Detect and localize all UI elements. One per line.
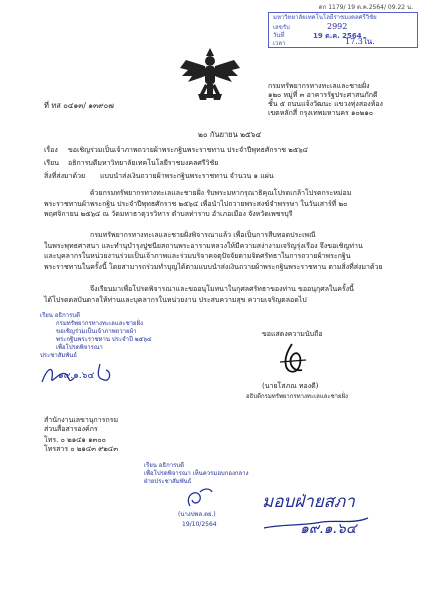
office-name: สำนักงานเลขานุการกรม (44, 416, 119, 424)
telephone: โทร. ๐ ๒๑๔๑ ๑๓๐๐ (44, 436, 106, 444)
bottom-note-line: เรียน อธิการบดี (144, 462, 184, 469)
header-reference: ดก 1179/ 19 ต.ค.2564/ 09.22 น. (318, 4, 413, 11)
paragraph-line: พระราชทานในครั้งนี้ โดยสามารถร่วมทำบุญได้ตามแบบนำส่งเงินถวายผ้าพระกฐินพระราชทาน ตามสิ่งที่ส่งมาด้วย (44, 262, 383, 271)
bottom-note-line: ฝ่ายประชาสัมพันธ์ (144, 478, 192, 485)
subject-text: ขอเชิญร่วมเป็นเจ้าภาพถวายผ้าพระกฐินพระราชทาน ประจำปีพุทธศักราช ๒๕๖๔ (68, 146, 308, 154)
signer-title: อธิบดีกรมทรัพยากรทางทะเลและชายฝั่ง (246, 393, 348, 400)
approval-text: มอบฝ่ายสภา (262, 492, 355, 512)
margin-note-line: เรียน อธิการบดี (40, 312, 80, 319)
stamp-title: มหาวิทยาลัยเทคโนโลยีราชมงคลศรีวิชัย (273, 14, 377, 21)
paragraph-line: พระราชทานผ้าพระกฐิน ประจำปีพุทธศักราช ๒๕๖๔ เพื่อนำไปถวายพระสงฆ์จำพรรษา ในวันเสาร์ที่ ๒๐ (44, 199, 348, 208)
bottom-note-signer: (นางปพล.ตย.) (178, 511, 216, 518)
recipient-text: อธิการบดีมหาวิทยาลัยเทคโนโลยีราชมงคลศรีวิชัย (68, 159, 219, 167)
bottom-note-line: เพื่อโปรดพิจารณา เห็นควรมอบกองกลาง (144, 470, 249, 477)
division-name: ส่วนสื่อสารองค์กร (44, 425, 98, 433)
recipient-label: เรียน (44, 159, 60, 167)
subject-label: เรื่อง (44, 146, 58, 154)
stamp-date: 19 ต.ค. 2564 (313, 32, 362, 40)
margin-note-date: ๑๙.๑.๖๔ (58, 371, 95, 381)
bottom-note-signature (176, 486, 216, 508)
stamp-number: 2992 (327, 22, 348, 31)
fax: โทรสาร ๐ ๒๑๔๓ ๙๒๔๓ (44, 445, 119, 453)
margin-note-line: กรมทรัพยากรทางทะเลและชายฝั่ง (56, 320, 144, 327)
margin-note-line: พระกฐินพระราชทาน ประจำปี ๒๕๖๔ (56, 336, 152, 343)
signer-name: (นายโสภณ ทองดี) (262, 382, 319, 390)
stamp-time-label: เวลา (273, 40, 286, 47)
stamp-time: 17.3ใน. (345, 37, 375, 46)
director-signature (262, 342, 322, 378)
paragraph-line: จึงเรียนมาเพื่อโปรดพิจารณาและขออนุโมทนาในกุศลศรัทธาของท่าน ขออนุกุศลในครั้งนี้ (90, 285, 354, 293)
sender-address (268, 82, 383, 118)
approval-date: ๑๙.๑.๖๔ (300, 521, 357, 537)
closing-text: ขอแสดงความนับถือ (262, 330, 323, 338)
document-date: ๒๐ กันยายน ๒๕๖๔ (198, 130, 262, 139)
attachment-label: สิ่งที่ส่งมาด้วย (44, 172, 86, 180)
margin-note-line: ขอเชิญร่วมเป็นเจ้าภาพถวายผ้า (56, 328, 137, 335)
margin-note-line: เพื่อโปรดพิจารณา (56, 344, 103, 351)
bottom-note-date: 19/10/2564 (182, 521, 217, 528)
paragraph-1 (44, 188, 384, 220)
office-block (44, 416, 118, 454)
address-line: เขตหลักสี่ กรุงเทพมหานคร ๑๐๒๑๐ (268, 109, 374, 117)
address-line: ชั้น ๕ ถนนแจ้งวัฒนะ แขวงทุ่งสองห้อง (268, 100, 383, 108)
document-number: ที่ ทส ๐๔๑๓/ ๑๓๙๐๗ (44, 101, 114, 110)
address-line: กรมทรัพยากรทางทะเลและชายฝั่ง (268, 82, 370, 90)
received-stamp (268, 12, 418, 48)
bottom-note (144, 462, 249, 486)
paragraph-line: พฤศจิกายน ๒๕๖๔ ณ วัดมหาธาตุวรวิหาร ตำบลท่าราบ อำเภอเมือง จังหวัดเพชรบุรี (44, 210, 293, 218)
paragraph-3 (44, 284, 384, 305)
stamp-number-label: เลขรับ (273, 24, 290, 31)
paragraph-line: ในพระพุทธศาสนา และทำนุบำรุงปูชนียสถานพระอารามหลวงให้มีความสง่างามเจริญรุ่งเรือง จึงขอเชิญท่าน (44, 241, 363, 250)
paragraph-line: ด้วยกรมทรัพยากรทางทะเลและชายฝั่ง รับพระมหากรุณาธิคุณโปรดเกล้าโปรดกระหม่อม (90, 189, 352, 197)
margin-note-line: ประชาสัมพันธ์ (40, 352, 78, 359)
garuda-emblem (178, 46, 242, 106)
paragraph-line: กรมทรัพยากรทางทะเลและชายฝั่งพิจารณาแล้ว เพื่อเป็นการสืบทอดประเพณี (90, 231, 316, 239)
paragraph-line: ได้โปรดดลบันดาลให้ท่านและบุคลากรในหน่วยงาน ประสบความสุข ความเจริญตลอดไป (44, 295, 307, 304)
attachment-text: แบบนำส่งเงินถวายผ้าพระกฐินพระราชทาน จำนวน ๑ แผ่น (100, 172, 274, 180)
paragraph-2 (44, 230, 384, 272)
margin-note (40, 312, 152, 360)
address-line: ๑๒๐ หมู่ที่ ๓ อาคารรัฐประศาสนภักดี (268, 91, 378, 99)
paragraph-line: และบุคลากรในหน่วยงานร่วมเป็นเจ้าภาพและร่วมบริจาคจตุปัจจัยตามจิตศรัทธาในการถวายผ้าพระกฐิน (44, 252, 351, 260)
stamp-date-label: วันที่ (273, 32, 285, 39)
